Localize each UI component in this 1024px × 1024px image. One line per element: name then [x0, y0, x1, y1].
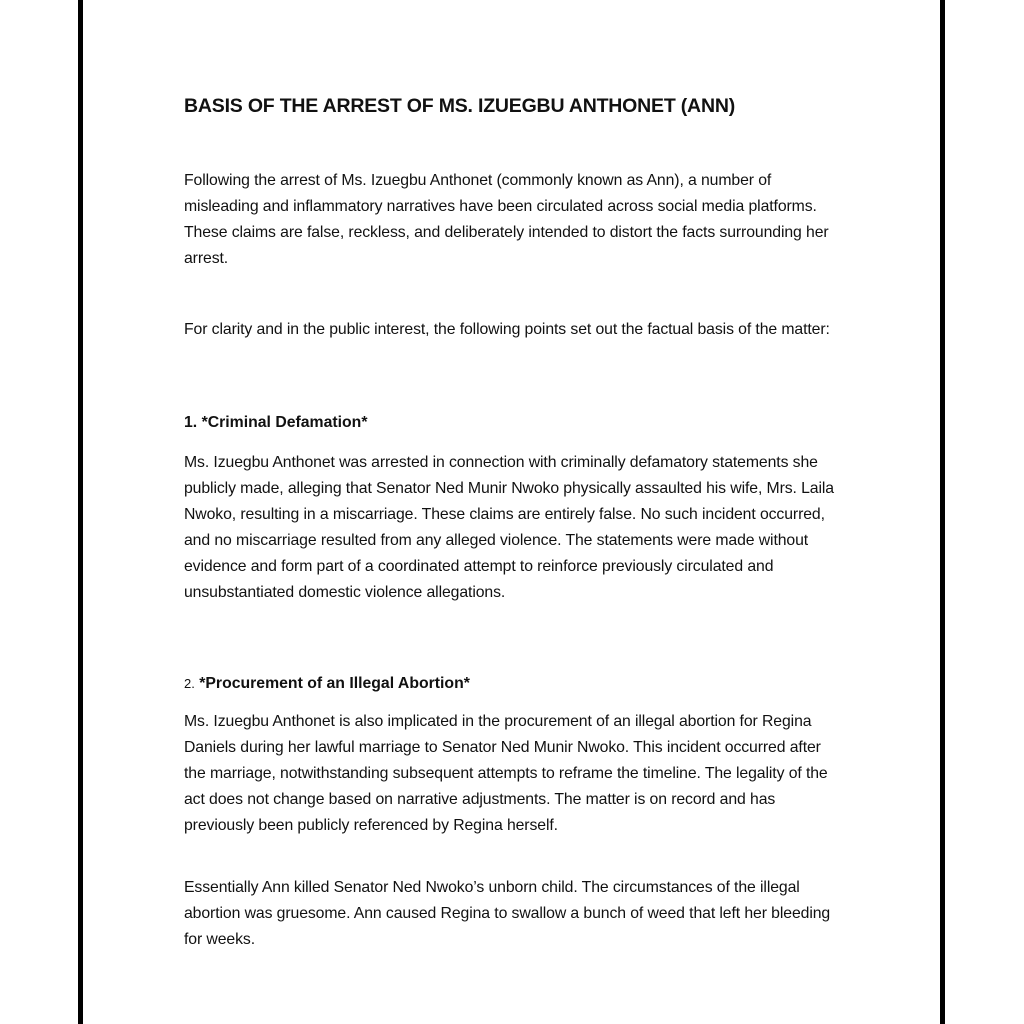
section-heading-illegal-abortion [184, 675, 470, 693]
section-number: 2. [184, 676, 195, 691]
section-title: *Criminal Defamation* [201, 414, 368, 431]
clarity-paragraph: For clarity and in the public interest, the following points set out the factual basis of the matter: [184, 321, 830, 338]
section-2-paragraph-2: Essentially Ann killed Senator Ned Nwoko’s unborn child. The circumstances of the illegal abortion was gruesome. Ann caused Regina to swallow a bunch of weed that left her bleeding for weeks. [184, 879, 831, 948]
document-title: BASIS OF THE ARREST OF MS. IZUEGBU ANTHONET (ANN) [184, 95, 735, 117]
page-border-right [940, 0, 945, 1024]
page-border-left [78, 0, 83, 1024]
section-1-paragraph: Ms. Izuegbu Anthonet was arrested in connection with criminally defamatory statements she publicly made, alleging that Senator Ned Munir Nwoko physically assaulted his wife, Mrs. Laila Nwoko, resulting in a miscarriage. These claims are entirely false. No such incident occurred, and no miscarriage resulted from any alleged violence. The statements were made without evidence and form part of a coordinated attempt to reinforce previously circulated and unsubstantiated domestic violence allegations. [184, 454, 834, 601]
section-heading-criminal-defamation [184, 414, 367, 432]
intro-paragraph: Following the arrest of Ms. Izuegbu Anthonet (commonly known as Ann), a number of misleading and inflammatory narratives have been circulated across social media platforms. These claims are false, reckless, and deliberately intended to distort the facts surrounding her arrest. [184, 172, 829, 267]
section-2-paragraph-1: Ms. Izuegbu Anthonet is also implicated in the procurement of an illegal abortion for Regina Daniels during her lawful marriage to Senator Ned Munir Nwoko. This incident occurred after the marriage, notwithstanding subsequent attempts to reframe the timeline. The legality of the act does not change based on narrative adjustments. The matter is on record and has previously been publicly referenced by Regina herself. [184, 713, 828, 834]
section-title: *Procurement of an Illegal Abortion* [199, 675, 470, 692]
section-number: 1. [184, 414, 198, 431]
